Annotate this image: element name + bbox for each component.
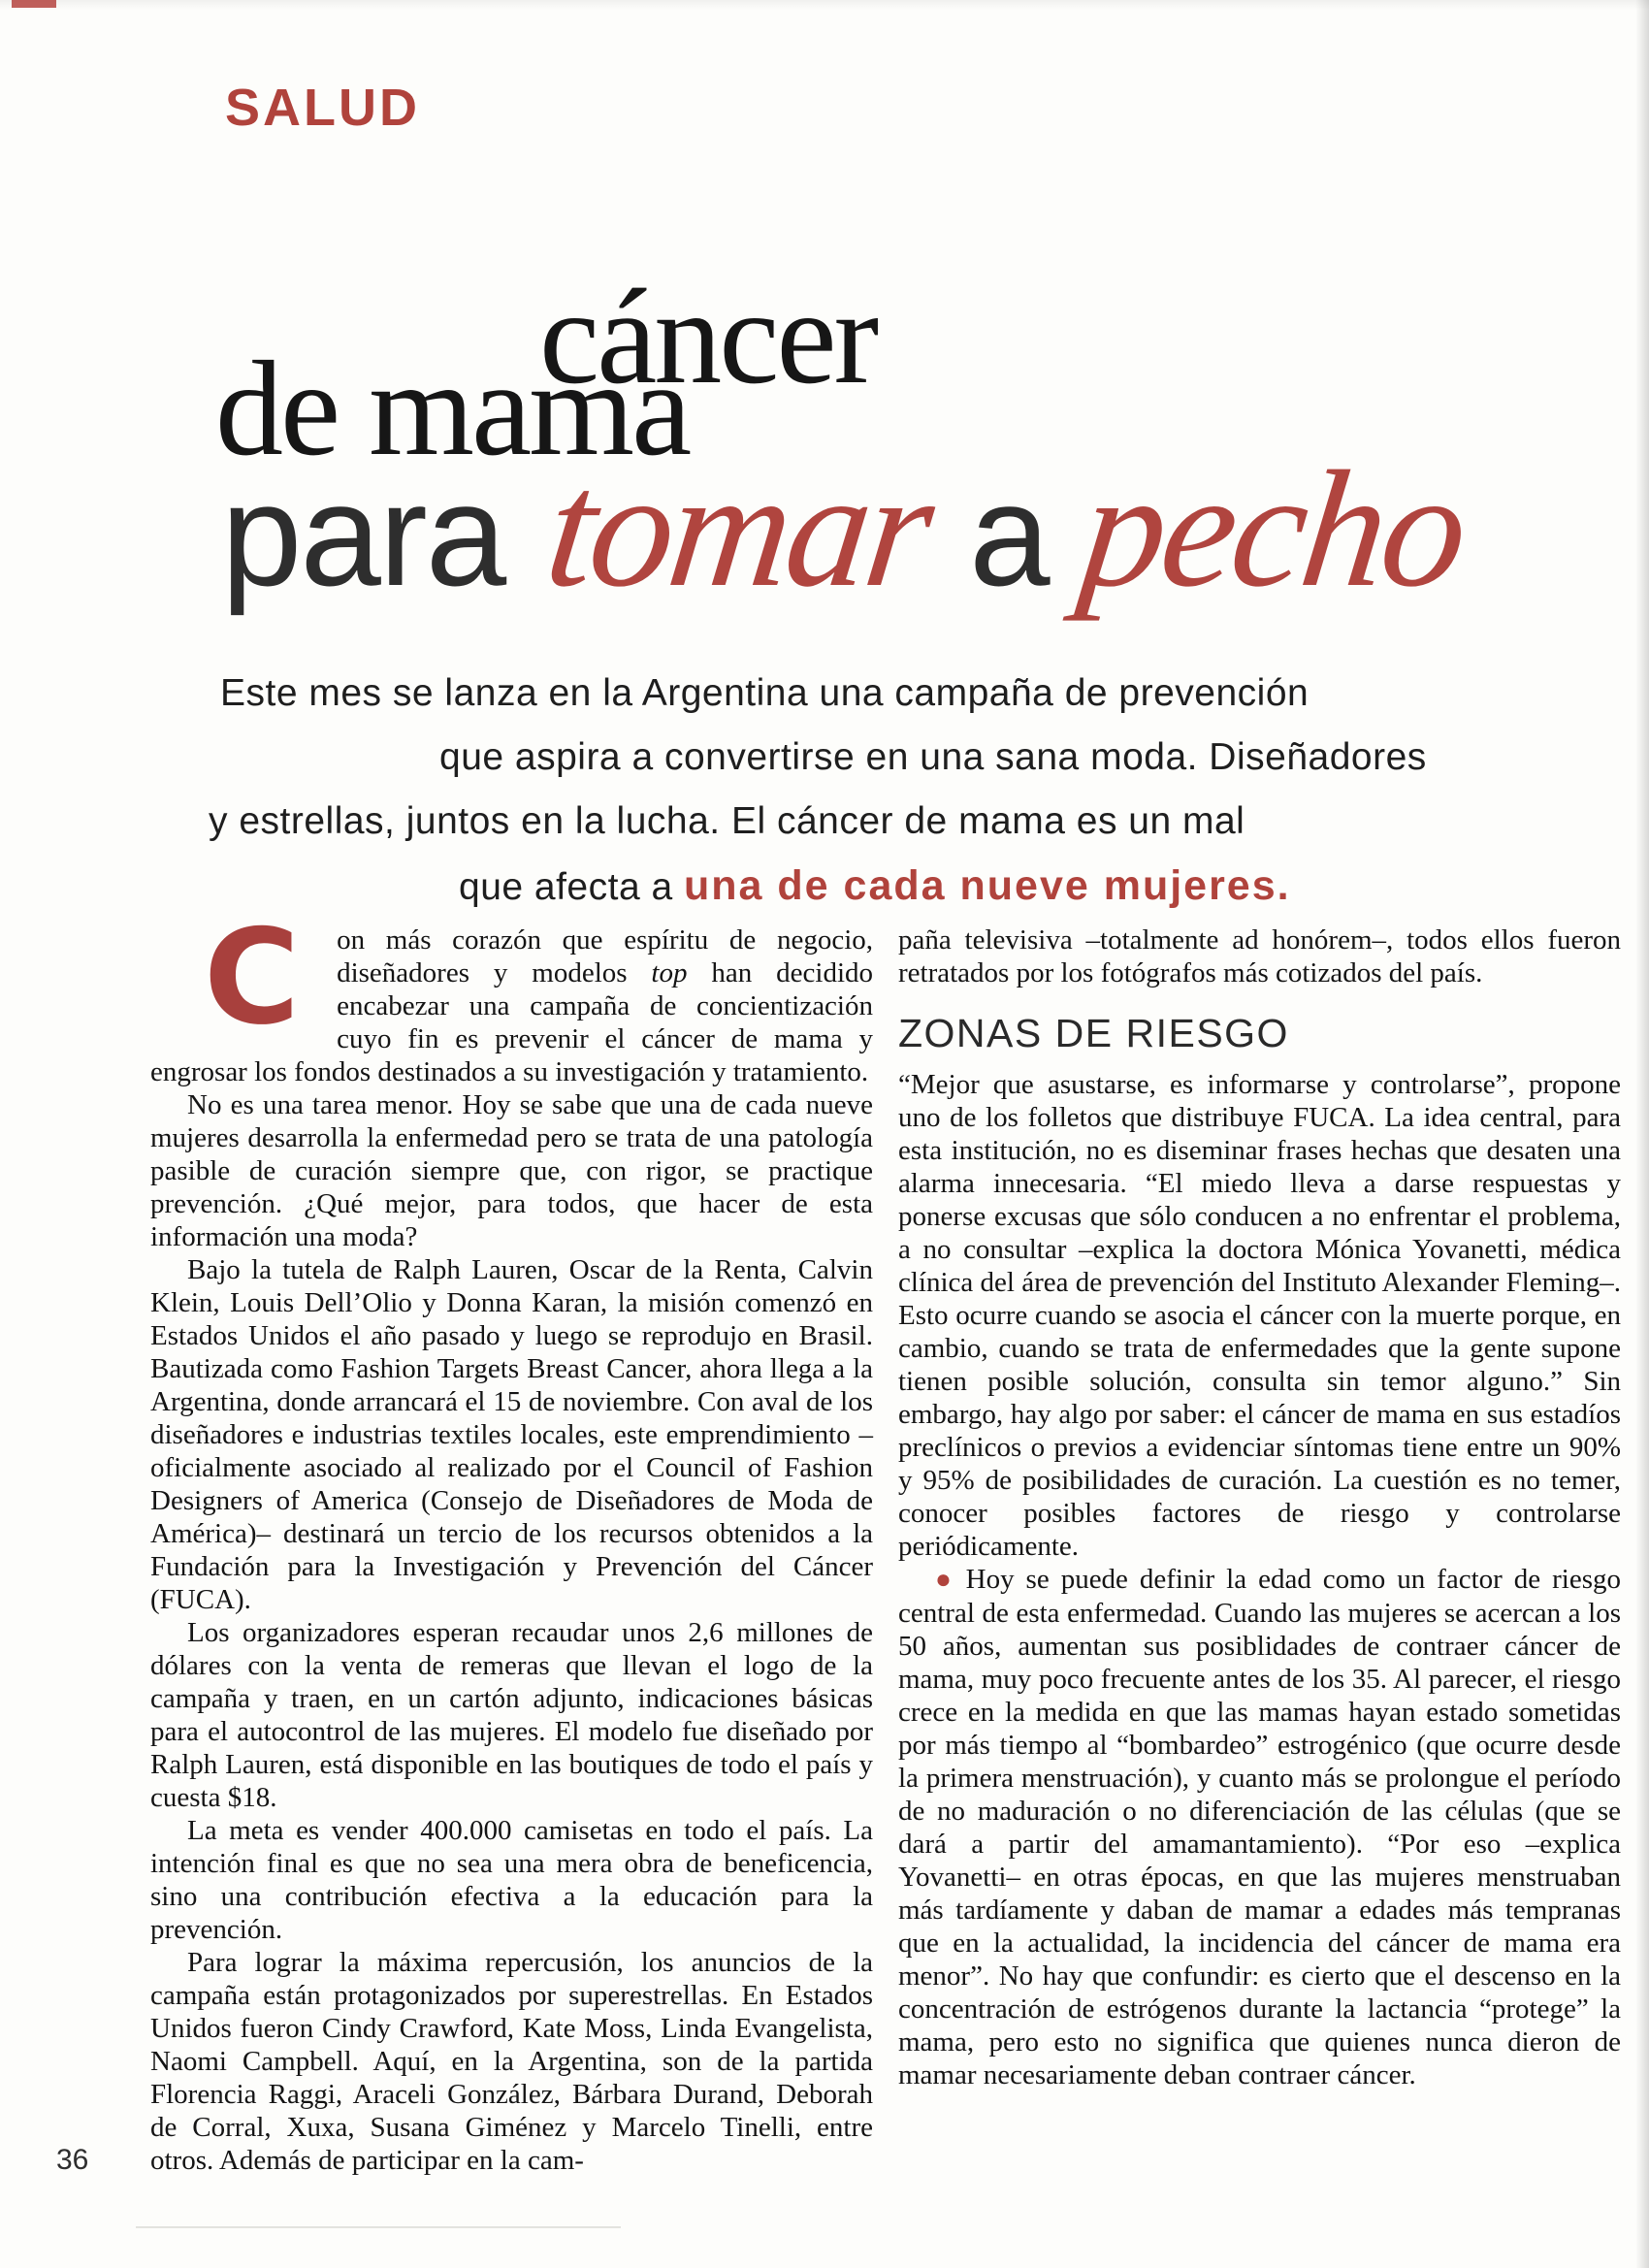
paragraph-text: on más corazón que espíritu de negocio, diseñadores y modelos bbox=[337, 924, 873, 988]
intro-highlight: una de cada nueve mujeres. bbox=[684, 862, 1291, 909]
section-label: SALUD bbox=[225, 79, 420, 137]
article-body bbox=[150, 901, 1621, 2177]
paragraph bbox=[898, 1563, 1621, 2091]
intro-deck bbox=[209, 662, 1634, 920]
paragraph bbox=[150, 901, 873, 1088]
paragraph: “Mejor que asustarse, es informarse y controlarse”, propone uno de los folletos que distribuye FUCA. La idea central, para esta institución, no es diseminar frases hechas que desaten una alarma innecesaria. “El miedo lleva a darse respuestas y ponerse excusas que sólo conducen a no enfrentar el problema, a no consultar –explica la doctora Mónica Yovanetti, médica clínica del área de prevención del Instituto Alexander Fleming–. Esto ocurre cuando se asocia el cáncer con la muerte porque, en cambio, cuando se trata de enfermedades que la gente supone tienen posible solución, consulta sin temor alguno.” Sin embargo, hay algo por saber: el cáncer de mama en sus estadíos preclínicos o previos a evidenciar síntomas tiene entre un 90% y 95% de posibilidades de curación. La cuestión es no temer, conocer posibles factores de riesgo y controlarse periódicamente. bbox=[898, 1069, 1621, 1562]
intro-line-4-prefix: que afecta a bbox=[459, 866, 685, 908]
headline-line-para-tomar-a-pecho bbox=[221, 435, 1474, 626]
paragraph-text: Hoy se puede definir la edad como un factor de riesgo central de esta enfermedad. Cuando las mujeres se acercan a los 50 años, aumentan sus posiblidades de contraer cáncer de mama, muy poco frecuente antes de los 35. Al parecer, el riesgo crece en la medida en que las mamas hayan estado sometidas por más tiempo al “bombardeo” estrogénico (que ocurre desde la primera menstruación), y cuanto más se prolongue el período de no maduración o no diferenciación de las células (que se dará a partir del amamantamiento). “Por eso –explica Yovanetti– en otras épocas, en que las mujeres menstruaban más tardíamente y daban de mamar a edades más tempranas que en la actualidad, la incidencia del cáncer de mama era menor”. No hay que confundir: es cierto que el descenso en la concentración de estrógenos durante la lactancia “protege” la mama, pero esto no significa que quienes nunca dieron de mamar necesariamente deban contraer cáncer. bbox=[898, 1564, 1621, 2090]
paragraph: Los organizadores esperan recaudar unos 2,6 millones de dólares con la venta de remeras que llevan el logo de la campaña y traen, en un cartón adjunto, indicaciones básicas para el autocontrol de las mujeres. El modelo fue diseñado por Ralph Lauren, está disponible en las boutiques de todo el país y cuesta $18. bbox=[150, 1617, 873, 1813]
paragraph-text: han decidido encabezar una campaña de concientización cuyo fin es prevenir el cáncer de mama y engrosar los fondos destinados a su investigación y tratamiento. bbox=[150, 957, 873, 1087]
paragraph: Bajo la tutela de Ralph Lauren, Oscar de la Renta, Calvin Klein, Louis Dell’Olio y Donna Karan, la misión comenzó en Estados Unidos el año pasado y luego se reprodujo en Brasil. Bautizada como Fashion Targets Breast Cancer, ahora llega a la Argentina, donde arrancará el 15 de noviembre. Con aval de los diseñadores e industrias textiles locales, este emprendimiento –oficialmente asociado al realizado por el Council of Fashion Designers of America (Consejo de Diseñadores de Moda de América)– destinará un tercio de los recursos obtenidos a la Fundación para la Investigación y Prevención del Cáncer (FUCA). bbox=[150, 1254, 873, 1615]
scan-artifact-line bbox=[136, 2226, 621, 2228]
paragraph: La meta es vender 400.000 camisetas en todo el país. La intención final es que no sea una mera obra de beneficencia, sino una contribución efectiva a la educación para la prevención. bbox=[150, 1815, 873, 1945]
scan-shadow-top bbox=[0, 0, 1649, 10]
headline-word-tomar: tomar bbox=[537, 437, 940, 622]
intro-line-3: y estrellas, juntos en la lucha. El cáncer de mama es un mal bbox=[209, 800, 1245, 842]
intro-line-4 bbox=[459, 854, 1634, 920]
left-column bbox=[150, 901, 873, 2177]
paragraph: No es una tarea menor. Hoy se sabe que una de cada nueve mujeres desarrolla la enfermedad pero se trata de una patología pasible de curación siempre que, con rigor, se practique prevención. ¿Qué mejor, para todos, que hacer de esta información una moda? bbox=[150, 1089, 873, 1252]
right-column bbox=[898, 923, 1621, 2177]
headline-word-pecho: pecho bbox=[1072, 437, 1474, 622]
scan-shadow-right bbox=[1635, 0, 1649, 2268]
headline-word-a: a bbox=[969, 453, 1049, 616]
scan-red-mark bbox=[12, 0, 56, 8]
page-number: 36 bbox=[56, 2144, 89, 2176]
headline-word-para: para bbox=[221, 453, 505, 616]
paragraph: Para lograr la máxima repercusión, los anuncios de la campaña están protagonizados por superestrellas. En Estados Unidos fueron Cindy Crawford, Kate Moss, Linda Evangelista, Naomi Campbell. Aquí, en la Argentina, son de la partida Florencia Raggi, Araceli González, Bárbara Durand, Deborah de Corral, Xuxa, Susana Giménez y Marcelo Tinelli, entre otros. Además de participar en la cam- bbox=[150, 1947, 873, 2176]
paragraph: paña televisiva –totalmente ad honórem–, todos ellos fueron retratados por los fotógrafos más cotizados del país. bbox=[898, 924, 1621, 988]
drop-cap: C bbox=[204, 901, 301, 1053]
bullet-icon: ● bbox=[935, 1565, 956, 1595]
intro-line-2: que aspira a convertirse en una sana moda. Diseñadores bbox=[439, 736, 1427, 778]
headline-word-de-mama: de mama bbox=[215, 334, 690, 484]
italic-word: top bbox=[651, 957, 688, 988]
subheading-zonas-de-riesgo: ZONAS DE RIESGO bbox=[898, 1011, 1289, 1055]
headline-word-cancer: cáncer bbox=[539, 262, 877, 412]
intro-line-1: Este mes se lanza en la Argentina una campaña de prevención bbox=[220, 672, 1310, 714]
